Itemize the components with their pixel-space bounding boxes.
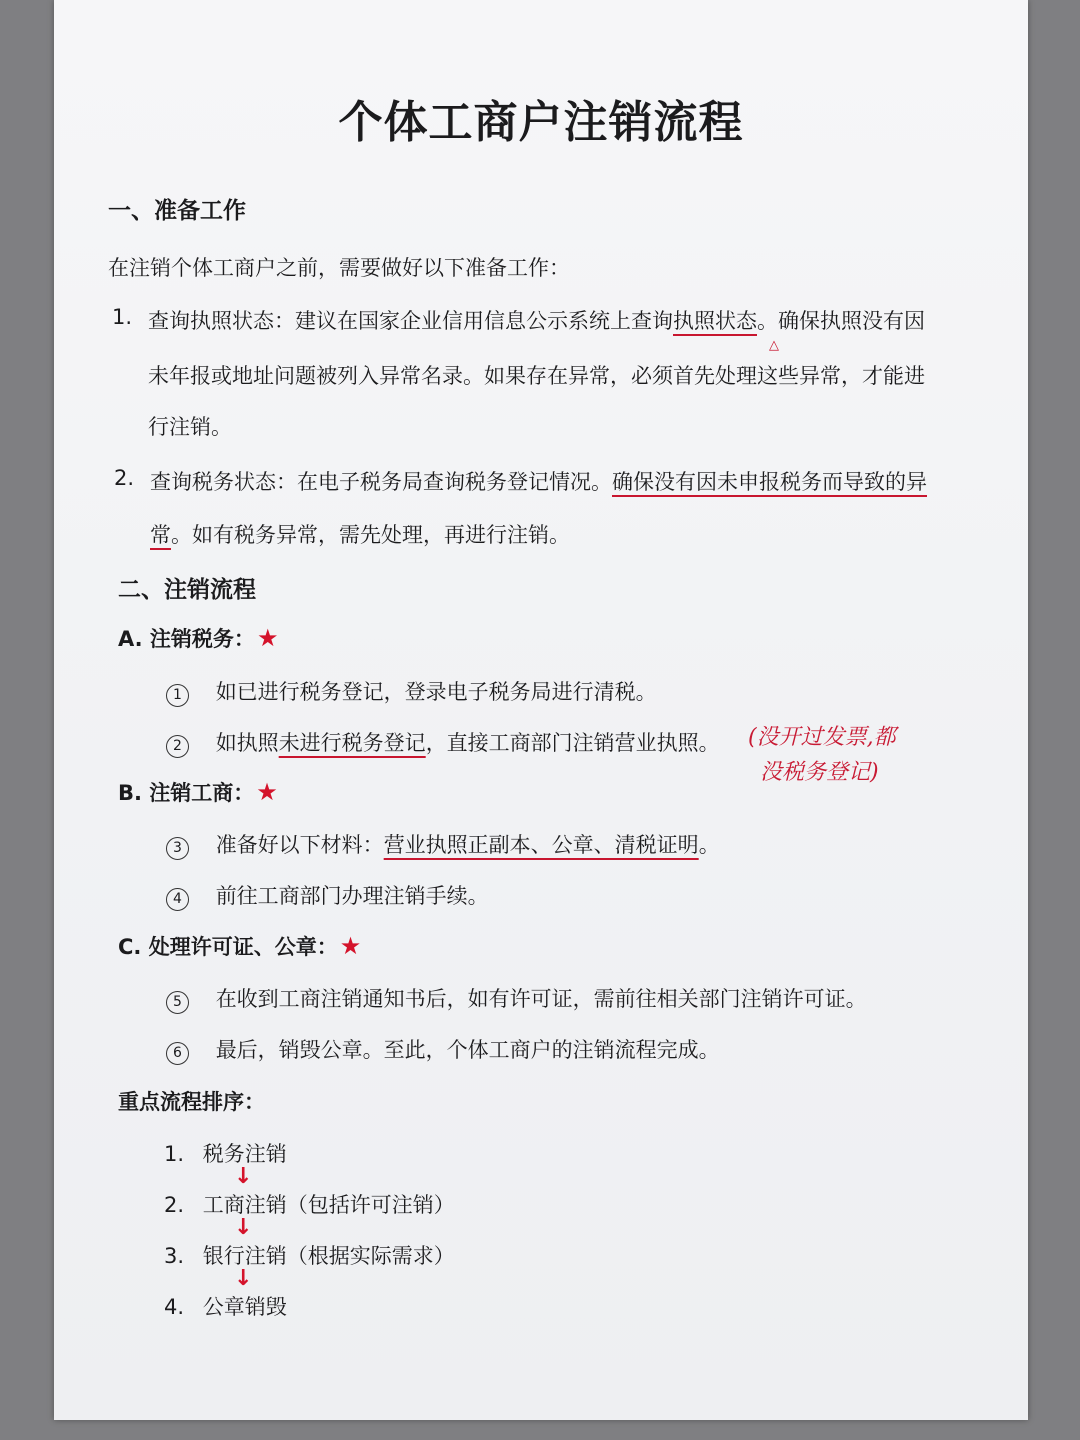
star-icon: ★ <box>339 932 362 960</box>
order-number: 3. <box>164 1244 185 1268</box>
text-span: ，直接工商部门注销营业执照。 <box>425 731 720 755</box>
order-text: 税务注销 <box>202 1142 287 1166</box>
text-span: 。如有税务异常，需先处理，再进行注销。 <box>171 523 570 547</box>
circled-number: 4 <box>166 888 189 911</box>
underlined-text: 常 <box>150 523 171 547</box>
down-arrow-icon: ↓ <box>234 1215 253 1240</box>
down-arrow-icon: ↓ <box>234 1164 253 1189</box>
order-text: 银行注销（根据实际需求） <box>202 1244 455 1268</box>
step-text: 前往工商部门办理注销手续。 <box>215 884 489 908</box>
handwritten-note-line: 没税务登记) <box>760 760 879 785</box>
order-number: 4. <box>164 1295 185 1319</box>
order-item <box>164 1189 455 1219</box>
text-span: 。 <box>698 833 720 857</box>
section-heading-prep: 一、准备工作 <box>108 198 246 224</box>
down-arrow-icon: ↓ <box>234 1266 253 1291</box>
circled-number: 2 <box>166 735 189 758</box>
list-item-number: 1. <box>112 305 133 329</box>
order-number: 2. <box>164 1193 185 1217</box>
text-span: 准备好以下材料： <box>215 833 384 857</box>
order-item <box>164 1291 287 1321</box>
step-item <box>166 676 657 707</box>
order-item <box>164 1240 455 1270</box>
step-item <box>166 1034 720 1065</box>
step-text: 在收到工商注销通知书后，如有许可证，需前往相关部门注销许可证。 <box>215 987 867 1011</box>
list-item-number: 2. <box>114 466 135 490</box>
step-text: 最后，销毁公章。至此，个体工商户的注销流程完成。 <box>215 1038 720 1062</box>
step-item <box>166 983 867 1014</box>
text-span: 查询税务状态：在电子税务局查询税务登记情况。 <box>150 470 612 494</box>
list-item-text-line: 未年报或地址问题被列入异常名录。如果存在异常，必须首先处理这些异常，才能进 <box>148 364 925 388</box>
step-item <box>166 727 720 758</box>
text-span: 。确保执照没有因 <box>757 309 925 333</box>
group-heading-text: C. 处理许可证、公章： <box>118 935 338 959</box>
group-heading-text: A. 注销税务： <box>118 627 255 651</box>
order-text: 工商注销（包括许可注销） <box>202 1193 455 1217</box>
section-heading-process: 二、注销流程 <box>118 577 256 603</box>
triangle-mark-icon: △ <box>769 338 779 353</box>
step-text: 如已进行税务登记，登录电子税务局进行清税。 <box>215 680 657 704</box>
order-text: 公章销毁 <box>202 1295 287 1319</box>
page-title: 个体工商户注销流程 <box>338 97 744 148</box>
group-heading-tax <box>118 623 278 653</box>
text-span: 如执照 <box>215 731 279 755</box>
document-page <box>54 0 1028 1420</box>
list-item-text-line <box>148 305 925 335</box>
order-number: 1. <box>164 1142 185 1166</box>
list-item-text-line: 行注销。 <box>148 415 232 439</box>
underlined-text: 营业执照正副本、公章、清税证明 <box>383 833 699 857</box>
group-heading-business <box>118 777 278 807</box>
underlined-text: 未进行税务登记 <box>278 731 426 755</box>
group-heading-text: B. 注销工商： <box>118 781 255 805</box>
circled-number: 3 <box>166 837 189 860</box>
list-item-text-line <box>150 466 927 496</box>
star-icon: ★ <box>256 778 278 806</box>
circled-number: 6 <box>166 1042 189 1065</box>
order-heading: 重点流程排序： <box>118 1090 265 1114</box>
step-item <box>166 829 720 860</box>
star-icon: ★ <box>256 624 279 652</box>
order-item <box>164 1138 287 1168</box>
section-intro: 在注销个体工商户之前，需要做好以下准备工作： <box>108 256 570 280</box>
text-span: 查询执照状态：建议在国家企业信用信息公示系统上查询 <box>148 309 673 333</box>
circled-number: 5 <box>166 991 189 1014</box>
underlined-text: 确保没有因未申报税务而导致的异 <box>612 470 927 494</box>
group-heading-license <box>118 931 361 961</box>
step-item <box>166 880 489 911</box>
underlined-text: 执照状态 <box>673 309 757 333</box>
list-item-text-line <box>150 519 570 549</box>
handwritten-note-line: (没开过发票,都 <box>748 725 896 750</box>
circled-number: 1 <box>166 684 189 707</box>
